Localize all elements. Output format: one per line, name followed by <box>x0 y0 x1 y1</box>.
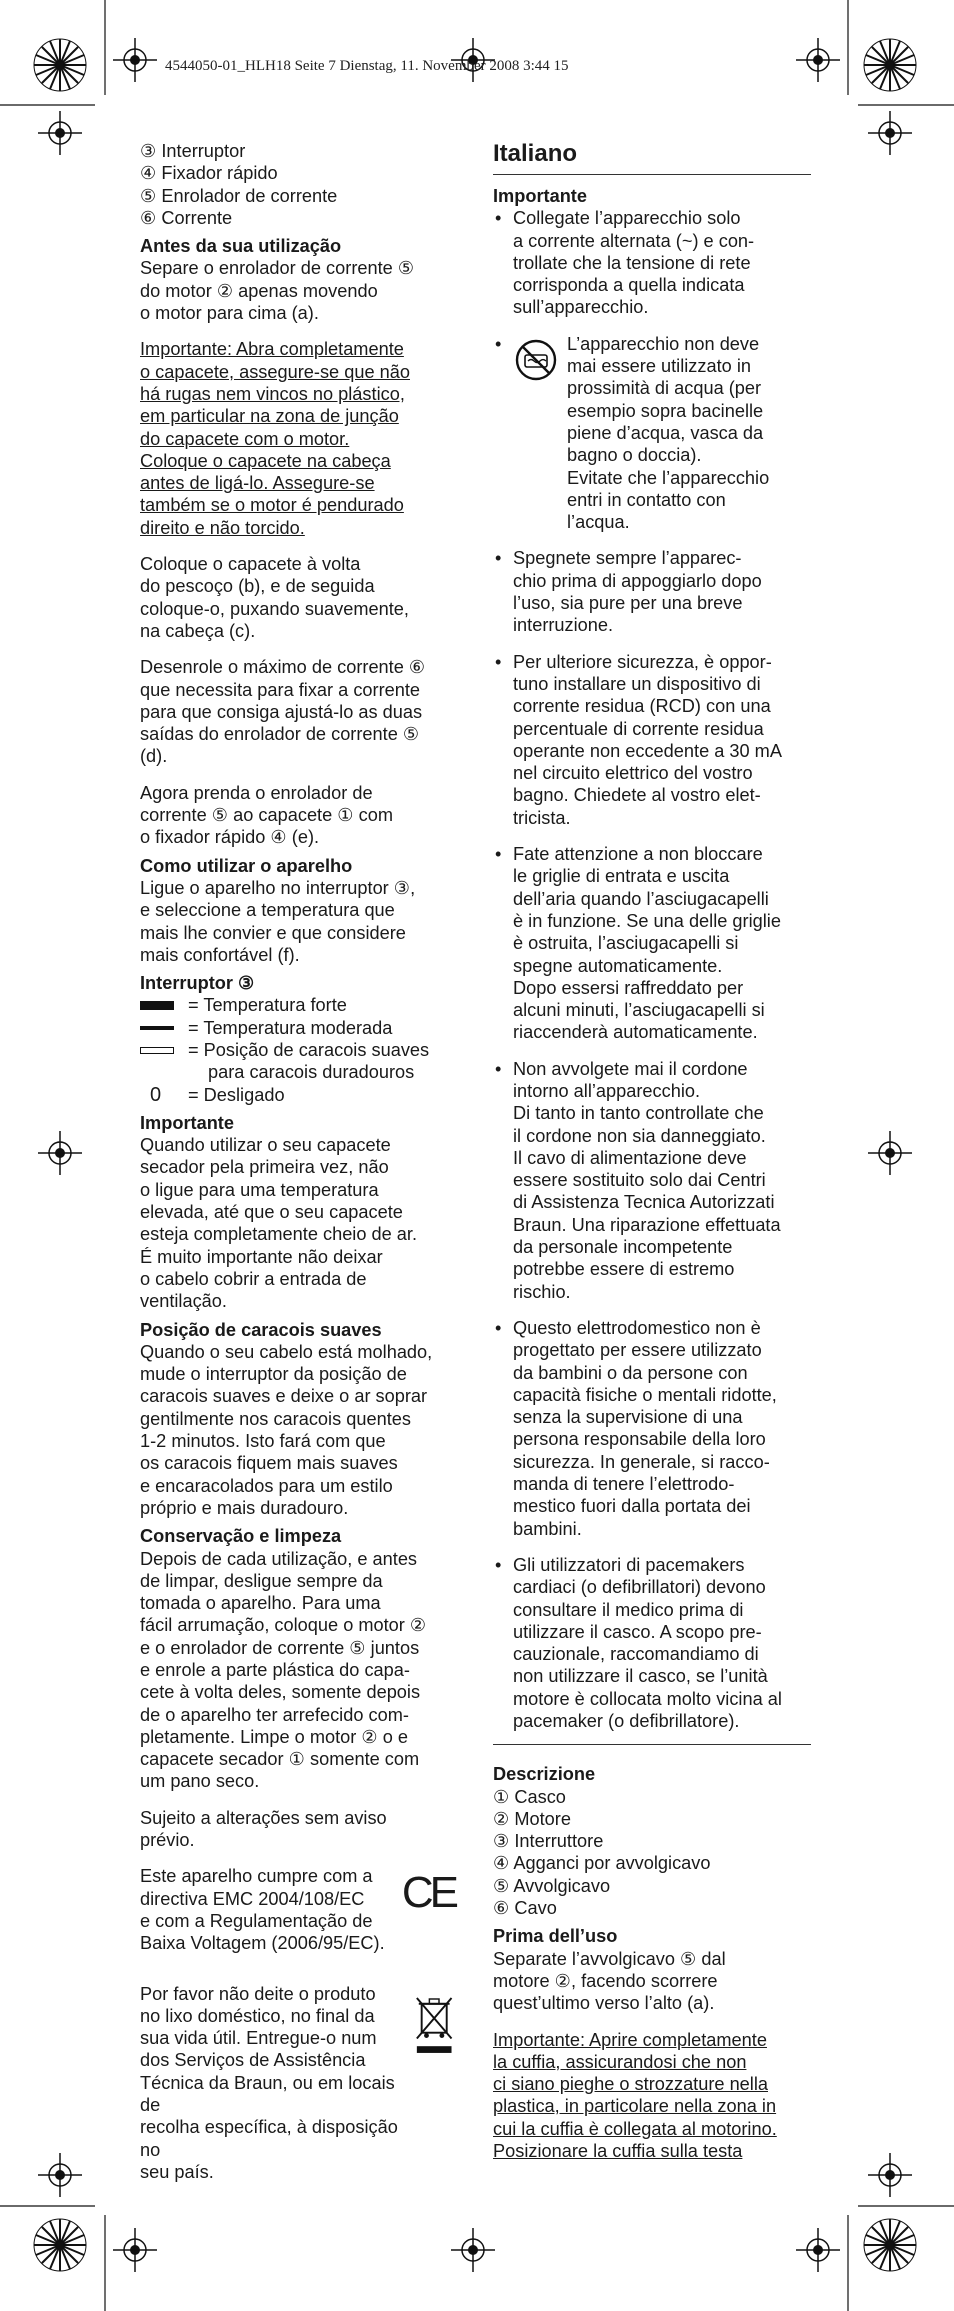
text-line: alcuni minuti, l’asciugacapelli si <box>513 1000 765 1021</box>
text-line: e enrole a parte plástica do capa- <box>140 1660 410 1680</box>
text-line: • Gli utilizzatori di pacemakers <box>513 1554 745 1575</box>
list-item: ② Motore <box>493 1808 571 1829</box>
text-line: non utilizzare il casco, se l’unità <box>513 1666 768 1687</box>
text-line: Il cavo di alimentazione deve <box>513 1147 747 1168</box>
list-item: ④ Agganci por avvolgicavo <box>493 1853 711 1874</box>
text-line: Importante: Abra completamente <box>140 339 404 360</box>
text-line: motore ②, facendo scorrere <box>493 1970 718 1991</box>
section-heading: Importante <box>493 186 587 206</box>
text-line: próprio e mais duradouro. <box>140 1497 349 1518</box>
text-line: di Assistenza Tecnica Autorizzati <box>513 1192 775 1213</box>
switch-row <box>140 1039 455 1061</box>
text-line: gentilmente nos caracois quentes <box>140 1408 411 1429</box>
thick-bar-icon <box>140 995 188 1017</box>
text-line: da personale incompetente <box>513 1237 733 1258</box>
text-line: o fixador rápido ④ (e). <box>140 827 320 848</box>
text-line: dell’aria quando l’asciugacapelli <box>513 888 769 909</box>
text-line: Este aparelho cumpre com a <box>140 1866 373 1887</box>
text-line: sicurezza. In generale, si racco- <box>513 1451 770 1472</box>
text-line: corrente residua (RCD) con una <box>513 696 771 717</box>
text-line: sull’apparecchio. <box>513 297 649 318</box>
text-line: utilizzare il casco. A scopo pre- <box>513 1621 762 1642</box>
divider <box>493 174 811 175</box>
text-line: le griglie di entrata e uscita <box>513 866 730 887</box>
text-line: Di tanto in tanto controllate che <box>513 1103 764 1124</box>
list-item: ⑥ Corrente <box>140 207 233 228</box>
text-line: caracois suaves e deixe o ar soprar <box>140 1386 428 1407</box>
text-line: spegne automaticamente. <box>513 955 723 976</box>
text-line: Quando utilizar o seu capacete <box>140 1135 391 1156</box>
switch-label: = Desligado <box>188 1084 285 1105</box>
text-line: Baixa Voltagem (2006/95/EC). <box>140 1933 385 1954</box>
section-heading: Prima dell’uso <box>493 1926 618 1947</box>
section-heading: Posição de caracois suaves <box>140 1319 382 1340</box>
text-line: ci siano pieghe o strozzature nella <box>493 2074 768 2095</box>
switch-label: para caracois duradouros <box>208 1062 415 1083</box>
text-line: a corrente alternata (~) e con- <box>513 230 755 251</box>
text-line: de o aparelho ter arrefecido com- <box>140 1704 409 1725</box>
switch-label: = Temperatura moderada <box>188 1017 393 1038</box>
list-item: ⑤ Avvolgicavo <box>493 1875 611 1896</box>
text-line: mai essere utilizzato in <box>567 356 751 377</box>
text-line: Separate l’avvolgicavo ⑤ dal <box>493 1948 726 1969</box>
text-line: interruzione. <box>513 615 614 636</box>
text-line: (d). <box>140 746 168 767</box>
text-line: mais lhe convier e que considere <box>140 922 406 943</box>
text-line: prossimità di acqua (per <box>567 378 762 399</box>
text-line: Coloque o capacete na cabeça <box>140 450 391 471</box>
text-line: recolha específica, à disposição no <box>140 2117 398 2160</box>
text-line: secador pela primeira vez, não <box>140 1157 389 1178</box>
text-line: chio prima di appoggiarlo dopo <box>513 570 762 591</box>
text-line: bagno o doccia). <box>567 445 702 466</box>
text-line: os caracois fiquem mais suaves <box>140 1453 398 1474</box>
text-line: e o enrolador de corrente ⑤ juntos <box>140 1637 420 1658</box>
text-line: manda di tenere l’elettrodo- <box>513 1474 735 1495</box>
text-line: la cuffia, assicurandosi che non <box>493 2051 747 2072</box>
text-line: e com a Regulamentação de <box>140 1910 373 1931</box>
text-line: il cordone non sia danneggiato. <box>513 1125 766 1146</box>
disposal-block <box>140 1983 455 2184</box>
text-line: bagno. Chiedete al vostro elet- <box>513 785 761 806</box>
text-line: também se o motor é pendurado <box>140 495 404 516</box>
list-item <box>493 1317 811 1540</box>
text-line: trollate che la tensione di rete <box>513 252 751 273</box>
text-line: em particular na zona de junção <box>140 406 399 427</box>
text-line: intorno all’apparecchio. <box>513 1080 701 1101</box>
text-line: Coloque o capacete à volta <box>140 554 361 575</box>
text-line: entri in contatto con <box>567 489 726 510</box>
text-line: motore è collocata molto vicina al <box>513 1688 782 1709</box>
section-heading: Descrizione <box>493 1764 596 1785</box>
list-item <box>493 333 811 534</box>
text-line: mestico fuori dalla portata dei <box>513 1496 751 1517</box>
list-item: ③ Interruttore <box>493 1831 604 1852</box>
text-line: l’uso, sia pure per una breve <box>513 593 743 614</box>
text-line: que necessita para fixar a corrente <box>140 679 421 700</box>
text-line: do pescoço (b), e de seguida <box>140 576 375 597</box>
text-line: fácil arrumação, coloque o motor ② <box>140 1615 427 1636</box>
section-heading: Conservação e limpeza <box>140 1526 342 1547</box>
text-line: potrebbe essere di estremo <box>513 1259 735 1280</box>
print-header: 4544050-01_HLH18 Seite 7 Dienstag, 11. November 2008 3:44 15 <box>165 58 569 74</box>
ce-mark-icon: CE <box>401 1868 455 1918</box>
text-line: directiva EMC 2004/108/EC <box>140 1888 365 1909</box>
text-line: senza la supervisione di una <box>513 1407 743 1428</box>
text-line: É muito importante não deixar <box>140 1246 383 1267</box>
text-line: 1-2 minutos. Isto fará com que <box>140 1431 386 1452</box>
parts-list <box>140 140 455 229</box>
list-item: ④ Fixador rápido <box>140 163 278 184</box>
section-heading: Importante <box>140 1112 234 1133</box>
divider <box>493 1744 811 1745</box>
text-line: há rugas nem vincos no plástico, <box>140 383 405 404</box>
list-item <box>493 651 811 829</box>
text-line: Técnica da Braun, ou em locais de <box>140 2072 395 2116</box>
text-line: riaccenderà automaticamente. <box>513 1022 758 1043</box>
section-heading: Antes da sua utilização <box>140 236 342 257</box>
text-line: è in funzione. Se una delle griglie <box>513 910 781 931</box>
text-line: • Per ulteriore sicurezza, è oppor- <box>513 651 772 672</box>
text-line: dos Serviços de Assistência <box>140 2050 366 2071</box>
text-line: o capacete, assegure-se que não <box>140 361 410 382</box>
text-line: cauzionale, raccomandiamo di <box>513 1644 759 1665</box>
empty-bar-icon <box>140 1039 188 1061</box>
list-item <box>493 1554 811 1732</box>
text-line: e seleccione a temperatura que <box>140 900 395 921</box>
text-line: da bambini o da persone con <box>513 1362 748 1383</box>
section-heading: Como utilizar o aparelho <box>140 855 353 876</box>
emc-block <box>140 1865 455 1954</box>
list-item <box>493 207 811 318</box>
text-line: plastica, in particolare nella zona in <box>493 2096 777 2117</box>
list-item: ⑥ Cavo <box>493 1898 557 1919</box>
text-line: cui la cuffia è collegata al motorino. <box>493 2118 777 2139</box>
text-line: cardiaci (o defibrillatori) devono <box>513 1577 766 1598</box>
crossed-bin-icon <box>413 1993 455 2057</box>
text-line: piene d’acqua, vasca da <box>567 422 764 443</box>
text-line: è ostruita, l’asciugacapelli si <box>513 933 739 954</box>
text-line: um pano seco. <box>140 1771 260 1792</box>
text-line: progettato per essere utilizzato <box>513 1340 762 1361</box>
list-item <box>493 843 811 1044</box>
text-line: no lixo doméstico, no final da <box>140 2005 375 2026</box>
text-line: Dopo essersi raffreddato per <box>513 977 744 998</box>
important-note <box>140 338 455 539</box>
text-line: • Collegate l’apparecchio solo <box>513 208 741 229</box>
text-line: Por favor não deite o produto <box>140 1983 376 2004</box>
text-line: direito e não torcido. <box>140 517 305 538</box>
text-line: Agora prenda o enrolador de <box>140 782 373 803</box>
section-heading: Interruptor ③ <box>140 973 255 994</box>
text-line: o motor para cima (a). <box>140 303 319 324</box>
text-line: l’acqua. <box>567 512 630 533</box>
text-line: Desenrole o máximo de corrente ⑥ <box>140 657 426 678</box>
text-line: para que consiga ajustá-lo as duas <box>140 701 423 722</box>
text-line: tricista. <box>513 807 571 828</box>
text-line: do capacete com o motor. <box>140 428 350 449</box>
list-item <box>493 1058 811 1303</box>
text-line: Importante: Aprire completamente <box>493 2029 767 2050</box>
off-icon <box>140 1084 188 1106</box>
text-line: capacità fisiche o mentali ridotte, <box>513 1384 777 1405</box>
text-line: mais confortável (f). <box>140 944 300 965</box>
text-line: bambini. <box>513 1518 582 1539</box>
text-line: rischio. <box>513 1281 571 1302</box>
text-line: persona responsabile della loro <box>513 1429 766 1450</box>
text-line: • Fate attenzione a non bloccare <box>513 844 763 865</box>
text-line: seu país. <box>140 2161 214 2182</box>
text-line: elevada, até que o seu capacete <box>140 1202 403 1223</box>
text-line: Posizionare la cuffia sulla testa <box>493 2141 743 2162</box>
text-line: • Spegnete sempre l’apparec- <box>513 548 742 569</box>
text-line: saídas do enrolador de corrente ⑤ <box>140 724 420 745</box>
switch-row <box>140 994 455 1016</box>
list-item <box>493 547 811 636</box>
text-line: capacete secador ① somente com <box>140 1749 420 1770</box>
italian-column <box>493 140 811 2162</box>
text-line: tomada o aparelho. Para uma <box>140 1593 381 1614</box>
list-item: ③ Interruptor <box>140 141 246 161</box>
text-line: consultare il medico prima di <box>513 1599 744 1620</box>
text-line: corrente ⑤ ao capacete ① com <box>140 805 393 826</box>
switch-row <box>140 1017 455 1039</box>
important-note <box>493 2029 811 2163</box>
text-line: tuno installare un dispositivo di <box>513 673 761 694</box>
text-line: pacemaker (o defibrillatore). <box>513 1711 740 1731</box>
switch-row <box>140 1084 455 1106</box>
text-line: na cabeça (c). <box>140 620 256 641</box>
text-line: pletamente. Limpe o motor ② o e <box>140 1726 409 1747</box>
portuguese-column <box>140 140 455 2183</box>
thin-bar-icon <box>140 1017 188 1039</box>
text-line: antes de ligá-lo. Assegure-se <box>140 473 375 494</box>
text-line: Braun. Una riparazione effettuata <box>513 1214 781 1235</box>
text-line: esempio sopra bacinelle <box>567 400 764 421</box>
text-line: do motor ② apenas movendo <box>140 280 378 301</box>
switch-label: = Temperatura forte <box>188 995 347 1016</box>
text-line: e encaracolados para um estilo <box>140 1475 393 1496</box>
text-line: mude o interruptor da posição de <box>140 1364 407 1385</box>
text-line: essere sostituito solo dai Centri <box>513 1170 766 1191</box>
list-item: ⑤ Enrolador de corrente <box>140 185 338 206</box>
text-line: operante non eccedente a 30 mA <box>513 740 782 761</box>
text-line: Separe o enrolador de corrente ⑤ <box>140 258 415 279</box>
text-line: coloque-o, puxando suavemente, <box>140 598 409 619</box>
text-line: prévio. <box>140 1830 195 1851</box>
text-line: Depois de cada utilização, e antes <box>140 1548 418 1569</box>
text-line: • Non avvolgete mai il cordone <box>513 1058 748 1079</box>
text-line: nel circuito elettrico del vostro <box>513 763 753 784</box>
text-line: percentuale di corrente residua <box>513 718 764 739</box>
text-line: Quando o seu cabelo está molhado, <box>140 1341 433 1362</box>
text-line: corrisponda a quella indicata <box>513 275 745 296</box>
text-line: Ligue o aparelho no interruptor ③, <box>140 877 416 898</box>
text-line: • L’apparecchio non deve <box>567 333 760 354</box>
no-water-icon <box>513 337 559 383</box>
text-line: quest’ultimo verso l’alto (a). <box>493 1993 715 2014</box>
text-line: de limpar, desligue sempre da <box>140 1570 383 1591</box>
text-line: o ligue para uma temperatura <box>140 1179 379 1200</box>
text-line: esteja completamente cheio de ar. <box>140 1224 418 1245</box>
text-line: Sujeito a alterações sem aviso <box>140 1807 387 1828</box>
text-line: cete à volta deles, somente depois <box>140 1682 421 1703</box>
text-line: • Questo elettrodomestico non è <box>513 1317 761 1338</box>
off-symbol: 0 <box>150 1083 162 1106</box>
text-line: Evitate che l’apparecchio <box>567 467 770 488</box>
language-title: Italiano <box>493 140 578 167</box>
text-line: sua vida útil. Entregue-o num <box>140 2028 377 2049</box>
text-line: ventilação. <box>140 1291 227 1312</box>
list-item: ① Casco <box>493 1786 566 1807</box>
text-line: o cabelo cobrir a entrada de <box>140 1268 367 1289</box>
switch-label: = Posição de caracois suaves <box>188 1039 430 1060</box>
